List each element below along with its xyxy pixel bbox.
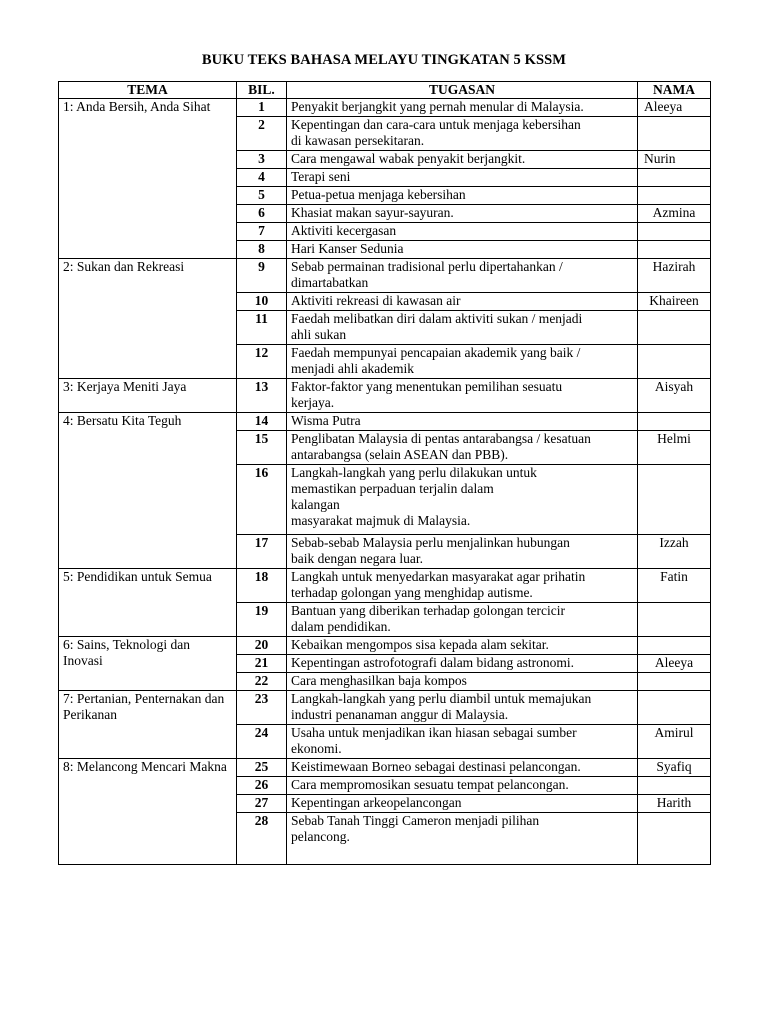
nama-cell bbox=[638, 637, 711, 655]
nama-cell bbox=[638, 117, 711, 151]
table-row bbox=[59, 413, 711, 431]
tugasan-line: Cara menghasilkan baja kompos bbox=[291, 673, 467, 688]
bil-cell: 18 bbox=[237, 569, 287, 603]
nama-cell: Hazirah bbox=[638, 259, 711, 293]
tugasan-line: Kepentingan dan cara-cara untuk menjaga kebersihan bbox=[291, 117, 581, 132]
tugasan-cell bbox=[287, 637, 638, 655]
nama-cell: Khaireen bbox=[638, 293, 711, 311]
tugasan-cell bbox=[287, 465, 638, 535]
tugasan-cell bbox=[287, 691, 638, 725]
nama-cell: Helmi bbox=[638, 431, 711, 465]
tugasan-line: Wisma Putra bbox=[291, 413, 361, 428]
tugasan-line: Faktor-faktor yang menentukan pemilihan sesuatu bbox=[291, 379, 563, 394]
tugasan-cell bbox=[287, 259, 638, 293]
nama-cell: Syafiq bbox=[638, 759, 711, 777]
table-row bbox=[59, 759, 711, 777]
tema-cell: 3: Kerjaya Meniti Jaya bbox=[59, 379, 237, 413]
bil-cell: 3 bbox=[237, 151, 287, 169]
tugasan-line: menjadi ahli akademik bbox=[291, 361, 414, 376]
nama-cell bbox=[638, 169, 711, 187]
nama-cell: Aleeya bbox=[638, 99, 711, 117]
tugasan-line: Bantuan yang diberikan terhadap golongan tercicir bbox=[291, 603, 566, 618]
bil-cell: 16 bbox=[237, 465, 287, 535]
tugasan-cell bbox=[287, 187, 638, 205]
bil-cell: 4 bbox=[237, 169, 287, 187]
tugasan-cell bbox=[287, 345, 638, 379]
nama-cell bbox=[638, 465, 711, 535]
bil-cell: 10 bbox=[237, 293, 287, 311]
header-tugasan: TUGASAN bbox=[287, 82, 638, 99]
tugasan-cell bbox=[287, 673, 638, 691]
tugasan-line: Sebab-sebab Malaysia perlu menjalinkan hubungan bbox=[291, 535, 570, 550]
nama-cell: Aisyah bbox=[638, 379, 711, 413]
tugasan-line: Langkah untuk menyedarkan masyarakat agar prihatin bbox=[291, 569, 586, 584]
tugasan-line: Hari Kanser Sedunia bbox=[291, 241, 404, 256]
tugasan-cell bbox=[287, 777, 638, 795]
tugasan-cell bbox=[287, 655, 638, 673]
nama-cell: Azmina bbox=[638, 205, 711, 223]
tugasan-cell bbox=[287, 241, 638, 259]
table-row bbox=[59, 637, 711, 655]
tema-cell: 2: Sukan dan Rekreasi bbox=[59, 259, 237, 379]
tema-cell: 5: Pendidikan untuk Semua bbox=[59, 569, 237, 637]
tugasan-line: masyarakat majmuk di Malaysia. bbox=[291, 513, 471, 528]
tugasan-line: kerjaya. bbox=[291, 395, 335, 410]
bil-cell: 7 bbox=[237, 223, 287, 241]
tugasan-cell bbox=[287, 569, 638, 603]
tugasan-line: Keistimewaan Borneo sebagai destinasi pelancongan. bbox=[291, 759, 581, 774]
tugasan-cell bbox=[287, 535, 638, 569]
tugasan-line: baik dengan negara luar. bbox=[291, 551, 423, 566]
tugasan-line: di kawasan persekitaran. bbox=[291, 133, 425, 148]
tugasan-cell bbox=[287, 413, 638, 431]
tugasan-cell bbox=[287, 151, 638, 169]
tema-cell: 8: Melancong Mencari Makna bbox=[59, 759, 237, 865]
bil-cell: 24 bbox=[237, 725, 287, 759]
bil-cell: 26 bbox=[237, 777, 287, 795]
bil-cell: 23 bbox=[237, 691, 287, 725]
table-row bbox=[59, 99, 711, 117]
tugasan-cell bbox=[287, 99, 638, 117]
nama-cell bbox=[638, 345, 711, 379]
tugasan-line: Langkah-langkah yang perlu diambil untuk memajukan bbox=[291, 691, 592, 706]
tugasan-cell bbox=[287, 759, 638, 777]
table-row bbox=[59, 691, 711, 725]
bil-cell: 5 bbox=[237, 187, 287, 205]
tema-cell: 4: Bersatu Kita Teguh bbox=[59, 413, 237, 569]
bil-cell: 2 bbox=[237, 117, 287, 151]
header-nama: NAMA bbox=[638, 82, 711, 99]
tugasan-line: Cara mengawal wabak penyakit berjangkit. bbox=[291, 151, 526, 166]
table-row bbox=[59, 569, 711, 603]
tugasan-line: antarabangsa (selain ASEAN dan PBB). bbox=[291, 447, 509, 462]
nama-cell: Aleeya bbox=[638, 655, 711, 673]
nama-cell bbox=[638, 187, 711, 205]
bil-cell: 11 bbox=[237, 311, 287, 345]
tugasan-cell bbox=[287, 813, 638, 865]
tugasan-line: Faedah mempunyai pencapaian akademik yang baik / bbox=[291, 345, 581, 360]
tugasan-cell bbox=[287, 223, 638, 241]
tugasan-cell bbox=[287, 431, 638, 465]
nama-cell bbox=[638, 813, 711, 865]
tugasan-line: Faedah melibatkan diri dalam aktiviti sukan / menjadi bbox=[291, 311, 583, 326]
tugasan-cell bbox=[287, 795, 638, 813]
tugasan-line: Sebab Tanah Tinggi Cameron menjadi pilihan bbox=[291, 813, 540, 828]
tugasan-cell bbox=[287, 379, 638, 413]
tugasan-line: Penyakit berjangkit yang pernah menular di Malaysia. bbox=[291, 99, 584, 114]
tugasan-line: pelancong. bbox=[291, 829, 350, 844]
nama-cell bbox=[638, 241, 711, 259]
nama-cell: Harith bbox=[638, 795, 711, 813]
tema-cell: 1: Anda Bersih, Anda Sihat bbox=[59, 99, 237, 259]
tugasan-line: Terapi seni bbox=[291, 169, 351, 184]
tugasan-cell bbox=[287, 603, 638, 637]
tugasan-line: Khasiat makan sayur-sayuran. bbox=[291, 205, 454, 220]
bil-cell: 25 bbox=[237, 759, 287, 777]
nama-cell bbox=[638, 691, 711, 725]
tugasan-cell bbox=[287, 311, 638, 345]
tugasan-line: Langkah-langkah yang perlu dilakukan untuk bbox=[291, 465, 537, 480]
tugasan-line: Sebab permainan tradisional perlu dipertahankan / bbox=[291, 259, 563, 274]
tema-cell: 6: Sains, Teknologi dan Inovasi bbox=[59, 637, 237, 691]
tugasan-line: Cara mempromosikan sesuatu tempat pelancongan. bbox=[291, 777, 569, 792]
tugasan-line: Kebaikan mengompos sisa kepada alam sekitar. bbox=[291, 637, 549, 652]
bil-cell: 20 bbox=[237, 637, 287, 655]
nama-cell bbox=[638, 413, 711, 431]
bil-cell: 6 bbox=[237, 205, 287, 223]
tugasan-line: dalam pendidikan. bbox=[291, 619, 391, 634]
tugasan-line: ahli sukan bbox=[291, 327, 347, 342]
table-row bbox=[59, 379, 711, 413]
nama-cell bbox=[638, 223, 711, 241]
nama-cell bbox=[638, 603, 711, 637]
nama-cell: Nurin bbox=[638, 151, 711, 169]
bil-cell: 1 bbox=[237, 99, 287, 117]
bil-cell: 21 bbox=[237, 655, 287, 673]
tugasan-line: Kepentingan arkeopelancongan bbox=[291, 795, 462, 810]
tugasan-line: Kepentingan astrofotografi dalam bidang astronomi. bbox=[291, 655, 575, 670]
bil-cell: 22 bbox=[237, 673, 287, 691]
bil-cell: 14 bbox=[237, 413, 287, 431]
tugasan-line: ekonomi. bbox=[291, 741, 342, 756]
tugasan-line: Penglibatan Malaysia di pentas antarabangsa / kesatuan bbox=[291, 431, 591, 446]
tugasan-line: Aktiviti kecergasan bbox=[291, 223, 397, 238]
tugasan-cell bbox=[287, 117, 638, 151]
assignment-table bbox=[58, 81, 711, 865]
tugasan-line: industri penanaman anggur di Malaysia. bbox=[291, 707, 509, 722]
nama-cell: Amirul bbox=[638, 725, 711, 759]
nama-cell bbox=[638, 673, 711, 691]
tugasan-line: dimartabatkan bbox=[291, 275, 369, 290]
tema-cell: 7: Pertanian, Penternakan dan Perikanan bbox=[59, 691, 237, 759]
nama-cell: Izzah bbox=[638, 535, 711, 569]
bil-cell: 12 bbox=[237, 345, 287, 379]
nama-cell: Fatin bbox=[638, 569, 711, 603]
nama-cell bbox=[638, 311, 711, 345]
table-row bbox=[59, 259, 711, 293]
bil-cell: 9 bbox=[237, 259, 287, 293]
tugasan-cell bbox=[287, 725, 638, 759]
nama-cell bbox=[638, 777, 711, 795]
tugasan-line: Aktiviti rekreasi di kawasan air bbox=[291, 293, 461, 308]
tugasan-line: Usaha untuk menjadikan ikan hiasan sebagai sumber bbox=[291, 725, 577, 740]
bil-cell: 17 bbox=[237, 535, 287, 569]
tugasan-line: Petua-petua menjaga kebersihan bbox=[291, 187, 466, 202]
tugasan-line: memastikan perpaduan terjalin dalam bbox=[291, 481, 494, 496]
tugasan-line: kalangan bbox=[291, 497, 340, 512]
bil-cell: 13 bbox=[237, 379, 287, 413]
tugasan-cell bbox=[287, 205, 638, 223]
document-title: BUKU TEKS BAHASA MELAYU TINGKATAN 5 KSSM bbox=[201, 52, 567, 68]
bil-cell: 15 bbox=[237, 431, 287, 465]
header-tema: TEMA bbox=[59, 82, 237, 99]
tugasan-cell bbox=[287, 169, 638, 187]
table-header-row bbox=[59, 82, 711, 99]
tugasan-cell bbox=[287, 293, 638, 311]
bil-cell: 27 bbox=[237, 795, 287, 813]
bil-cell: 8 bbox=[237, 241, 287, 259]
bil-cell: 28 bbox=[237, 813, 287, 865]
tugasan-line: terhadap golongan yang menghidap autisme. bbox=[291, 585, 533, 600]
header-bil: BIL. bbox=[237, 82, 287, 99]
bil-cell: 19 bbox=[237, 603, 287, 637]
